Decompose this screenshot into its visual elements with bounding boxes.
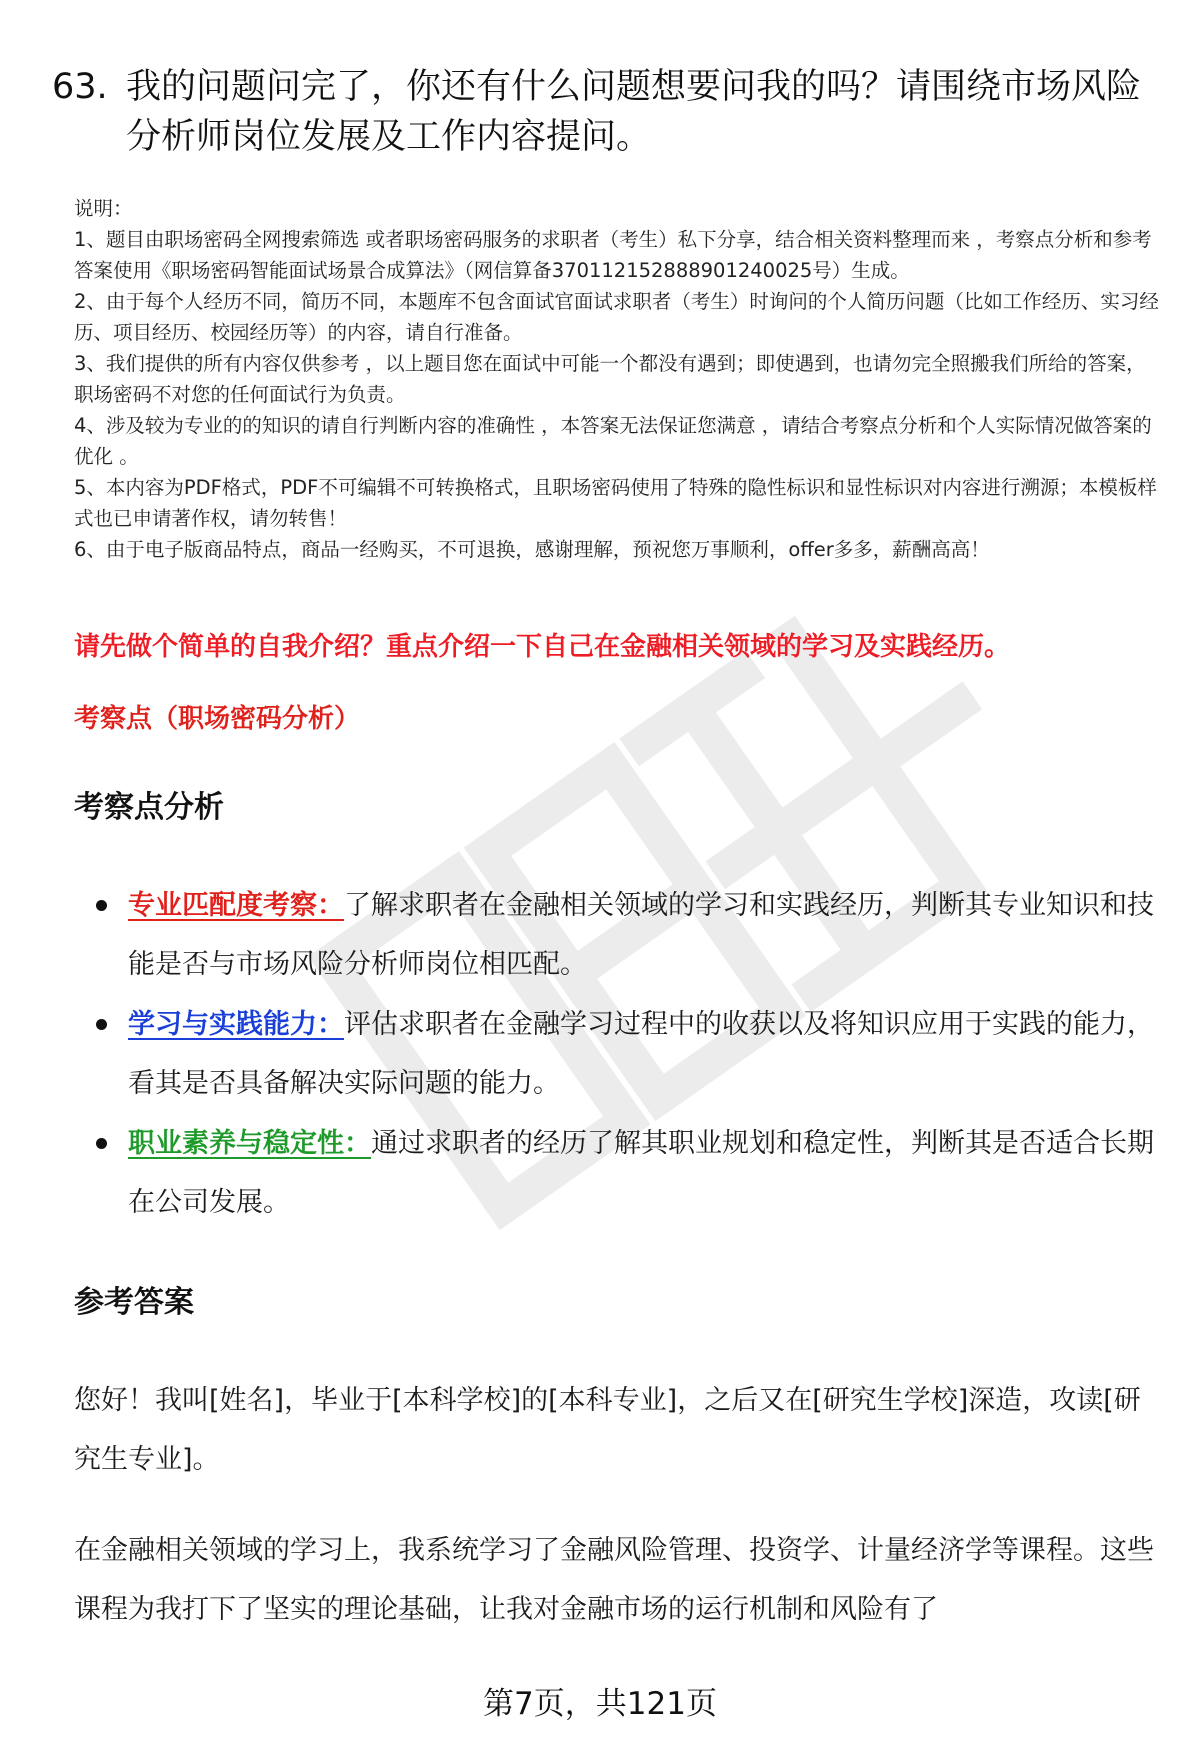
point-keyword: 专业匹配度考察：	[128, 890, 344, 921]
page-footer: 第7页，共121页	[483, 1686, 717, 1722]
point-text: 评估求职者在金融学习过程中的收获以及将知识应用于实践的能力，看其是否具备解决实际问题的能力。	[128, 1009, 1154, 1099]
bullet-icon	[96, 900, 107, 911]
point-keyword: 学习与实践能力：	[128, 1009, 344, 1040]
answer-title: 参考答案	[74, 1285, 194, 1320]
notes	[74, 193, 1160, 565]
point-text: 了解求职者在金融相关领域的学习和实践经历，判断其专业知识和技能是否与市场风险分析师岗位相匹配。	[128, 890, 1154, 980]
analysis-point	[96, 1114, 1176, 1232]
bullet-icon	[96, 1138, 107, 1149]
kcd-title: 考察点（职场密码分析）	[74, 704, 361, 734]
question-number: 63.	[52, 67, 108, 107]
highlighted-question: 请先做个简单的自我介绍？重点介绍一下自己在金融相关领域的学习及实践经历。	[74, 632, 1011, 662]
bullet-icon	[96, 1019, 107, 1030]
note-item: 5、本内容为PDF格式，PDF不可编辑不可转换格式，且职场密码使用了特殊的隐性标识和显性标识对内容进行溯源；本模板样式也已申请著作权，请勿转售！	[74, 476, 1157, 530]
answer-paragraph: 在金融相关领域的学习上，我系统学习了金融风险管理、投资学、计量经济学等课程。这些课程为我打下了坚实的理论基础，让我对金融市场的运行机制和风险有了	[74, 1535, 1154, 1625]
question	[52, 62, 1162, 162]
point-keyword: 职业素养与稳定性：	[128, 1128, 371, 1159]
analysis-title: 考察点分析	[74, 790, 224, 825]
note-item: 4、涉及较为专业的的知识的请自行判断内容的准确性 ，本答案无法保证您满意 ，请结合考察点分析和个人实际情况做答案的优化 。	[74, 414, 1152, 468]
question-text: 我的问题问完了，你还有什么问题想要问我的吗？请围绕市场风险分析师岗位发展及工作内容提问。	[126, 67, 1142, 157]
analysis-points	[96, 876, 1176, 1233]
note-item: 2、由于每个人经历不同，简历不同，本题库不包含面试官面试求职者（考生）时询问的个人简历问题（比如工作经历、实习经历、项目经历、校园经历等）的内容，请自行准备。	[74, 290, 1159, 344]
answer-paragraph: 您好！我叫[姓名]，毕业于[本科学校]的[本科专业]，之后又在[研究生学校]深造，攻读[研究生专业]。	[74, 1385, 1141, 1475]
point-text: 通过求职者的经历了解其职业规划和稳定性，判断其是否适合长期在公司发展。	[128, 1128, 1154, 1218]
notes-heading: 说明：	[74, 197, 133, 220]
note-item: 3、我们提供的所有内容仅供参考 ，以上题目您在面试中可能一个都没有遇到；即使遇到，也请勿完全照搬我们所给的答案，职场密码不对您的任何面试行为负责。	[74, 352, 1146, 406]
note-item: 6、由于电子版商品特点，商品一经购买，不可退换，感谢理解，预祝您万事顺利，offer多多，薪酬高高！	[74, 538, 990, 561]
note-item: 1、题目由职场密码全网搜索筛选 或者职场密码服务的求职者（考生）私下分享，结合相关资料整理而来 ，考察点分析和参考答案使用《职场密码智能面试场景合成算法》（网信算备370112152888901240025号）生成。	[74, 228, 1152, 282]
analysis-point	[96, 995, 1176, 1113]
analysis-point	[96, 876, 1176, 994]
